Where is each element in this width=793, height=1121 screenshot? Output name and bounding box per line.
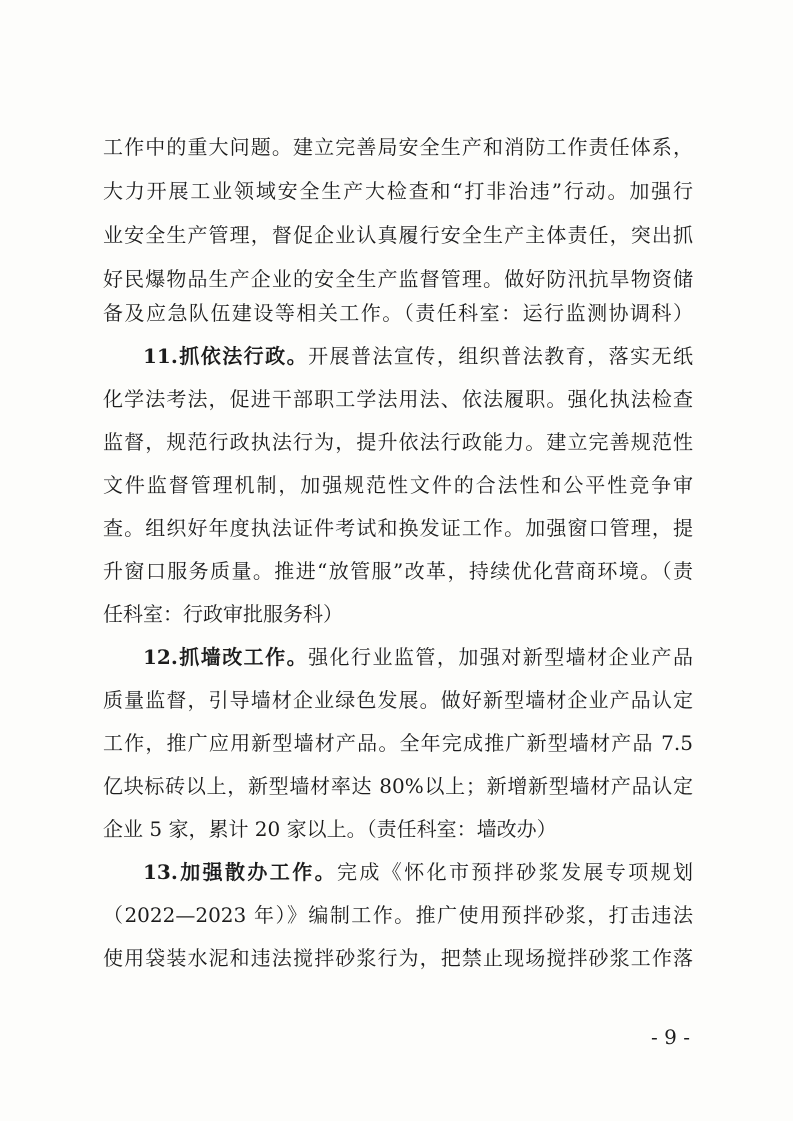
body-line: 查。组织好年度执法证件考试和换发证工作。加强窗口管理，提 <box>103 516 693 540</box>
section-12-heading-line <box>143 642 693 672</box>
body-line: 任科室：行政审批服务科） <box>103 602 343 626</box>
body-line: 备及应急队伍建设等相关工作。（责任科室：运行监测协调科） <box>103 301 693 325</box>
body-line: （2022—2023 年）》编制工作。推广使用预拌砂浆，打击违法 <box>103 903 693 927</box>
body-line: 监督，规范行政执法行为，提升依法行政能力。建立完善规范性 <box>103 430 693 454</box>
section-11-heading-line <box>143 341 693 371</box>
body-text: 完成《怀化市预拌砂浆发展专项规划 <box>337 860 694 884</box>
body-line: 质量监督，引导墙材企业绿色发展。做好新型墙材企业产品认定 <box>103 688 693 712</box>
page-number: - 9 - <box>651 1025 690 1049</box>
section-heading: 12.抓墙改工作。 <box>143 645 309 669</box>
body-line: 业安全生产管理，督促企业认真履行安全生产主体责任，突出抓 <box>103 223 693 247</box>
body-line: 升窗口服务质量。推进“放管服”改革，持续优化营商环境。（责 <box>103 559 693 583</box>
body-line: 化学法考法，促进干部职工学法用法、依法履职。强化执法检查 <box>103 387 693 411</box>
body-line: 好民爆物品生产企业的安全生产监督管理。做好防汛抗旱物资储 <box>103 267 693 291</box>
body-line: 亿块标砖以上，新型墙材率达 80%以上；新增新型墙材产品认定 <box>103 774 693 798</box>
body-line: 大力开展工业领域安全生产大检查和“打非治违”行动。加强行 <box>103 179 693 203</box>
body-text: 开展普法宣传，组织普法教育，落实无纸 <box>308 344 693 368</box>
body-line: 工作中的重大问题。建立完善局安全生产和消防工作责任体系， <box>103 135 693 159</box>
body-line: 使用袋装水泥和违法搅拌砂浆行为，把禁止现场搅拌砂浆工作落 <box>103 946 693 970</box>
body-line: 企业 5 家，累计 20 家以上。（责任科室：墙改办） <box>103 817 557 841</box>
section-heading: 13.加强散办工作。 <box>143 860 337 884</box>
body-line: 工作，推广应用新型墙材产品。全年完成推广新型墙材产品 7.5 <box>103 731 693 755</box>
section-heading: 11.抓依法行政。 <box>143 344 309 368</box>
section-13-heading-line <box>143 857 693 887</box>
body-line: 文件监督管理机制，加强规范性文件的合法性和公平性竞争审 <box>103 473 693 497</box>
body-text: 强化行业监管，加强对新型墙材企业产品 <box>308 645 693 669</box>
